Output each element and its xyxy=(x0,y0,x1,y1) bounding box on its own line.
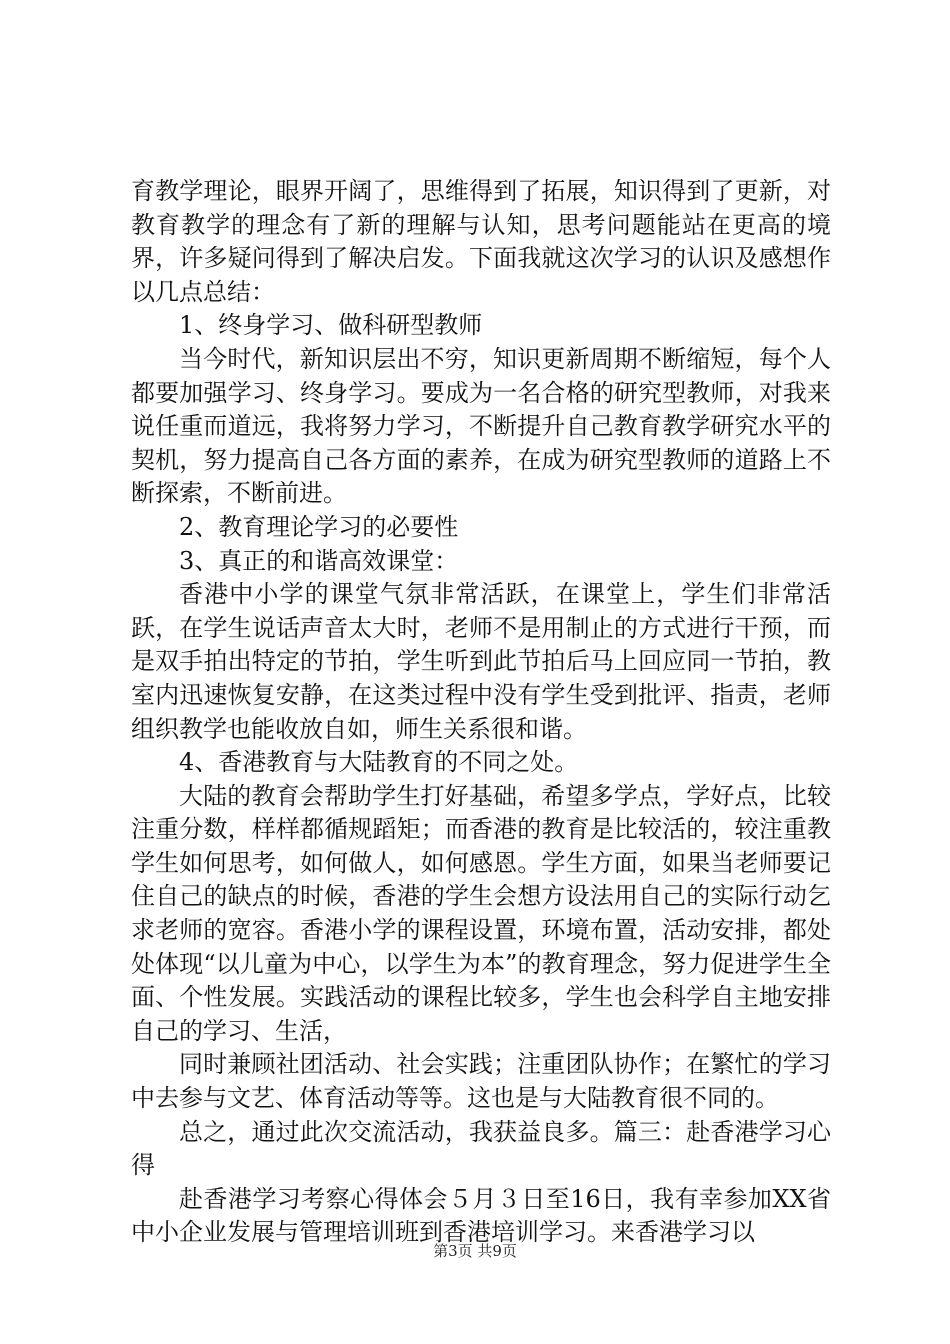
heading-theory-study: 2、教育理论学习的必要性 xyxy=(179,512,459,541)
body-text xyxy=(131,175,831,1250)
heading-harmonious-classroom: 3、真正的和谐高效课堂： xyxy=(179,546,459,575)
heading-education-differences: 4、香港教育与大陆教育的不同之处。 xyxy=(179,748,579,777)
paragraph-study-trip: 赴香港学习考察心得体会５月３日至16日，我有幸参加XX省中小企业发展与管理培训班到香港培训学习。来香港学习以 xyxy=(131,1184,831,1247)
paragraph-lifelong-learning: 当今时代，新知识层出不穷，知识更新周期不断缩短，每个人都要加强学习、终身学习。要成为一名合格的研究型教师，对我来说任重而道远，我将努力学习，不断提升自己教育教学研究水平的契机，努力提高自己各方面的素养，在成为研究型教师的道路上不断探索，不断前进。 xyxy=(131,344,831,508)
paragraph-activities: 同时兼顾社团活动、社会实践；注重团队协作；在繁忙的学习中去参与文艺、体育活动等等。这也是与大陆教育很不同的。 xyxy=(131,1050,831,1113)
paragraph-hong-kong-classroom: 香港中小学的课堂气氛非常活跃，在课堂上，学生们非常活跃，在学生说话声音太大时，老师不是用制止的方式进行干预，而是双手拍出特定的节拍，学生听到此节拍后马上回应同一节拍，教室内迅速恢复安静，在这类过程中没有学生受到批评、指责，老师组织教学也能收放自如，师生关系很和谐。 xyxy=(131,580,831,743)
paragraph-conclusion: 总之，通过此次交流活动，我获益良多。篇三：赴香港学习心得 xyxy=(131,1117,831,1180)
paragraph-education-differences: 大陆的教育会帮助学生打好基础，希望多学点，学好点，比较注重分数，样样都循规蹈矩；而香港的教育是比较活的，较注重教学生如何思考，如何做人，如何感恩。学生方面，如果当老师要记住自己的缺点的时候，香港的学生会想方设法用自己的实际行动乞求老师的宽容。香港小学的课程设置，环境布置，活动安排，都处处体现“以儿童为中心，以学生为本”的教育理念，努力促进学生全面、个性发展。实践活动的课程比较多，学生也会科学自主地安排自己的学习、生活， xyxy=(131,781,831,1045)
heading-lifelong-learning: 1、终身学习、做科研型教师 xyxy=(179,311,483,340)
page-number-footer: 第3页 共9页 xyxy=(433,1242,517,1260)
paragraph-continuation: 育教学理论，眼界开阔了，思维得到了拓展，知识得到了更新，对教育教学的理念有了新的理解与认知，思考问题能站在更高的境界，许多疑问得到了解决启发。下面我就这次学习的认识及感想作以几点总结： xyxy=(131,177,831,306)
